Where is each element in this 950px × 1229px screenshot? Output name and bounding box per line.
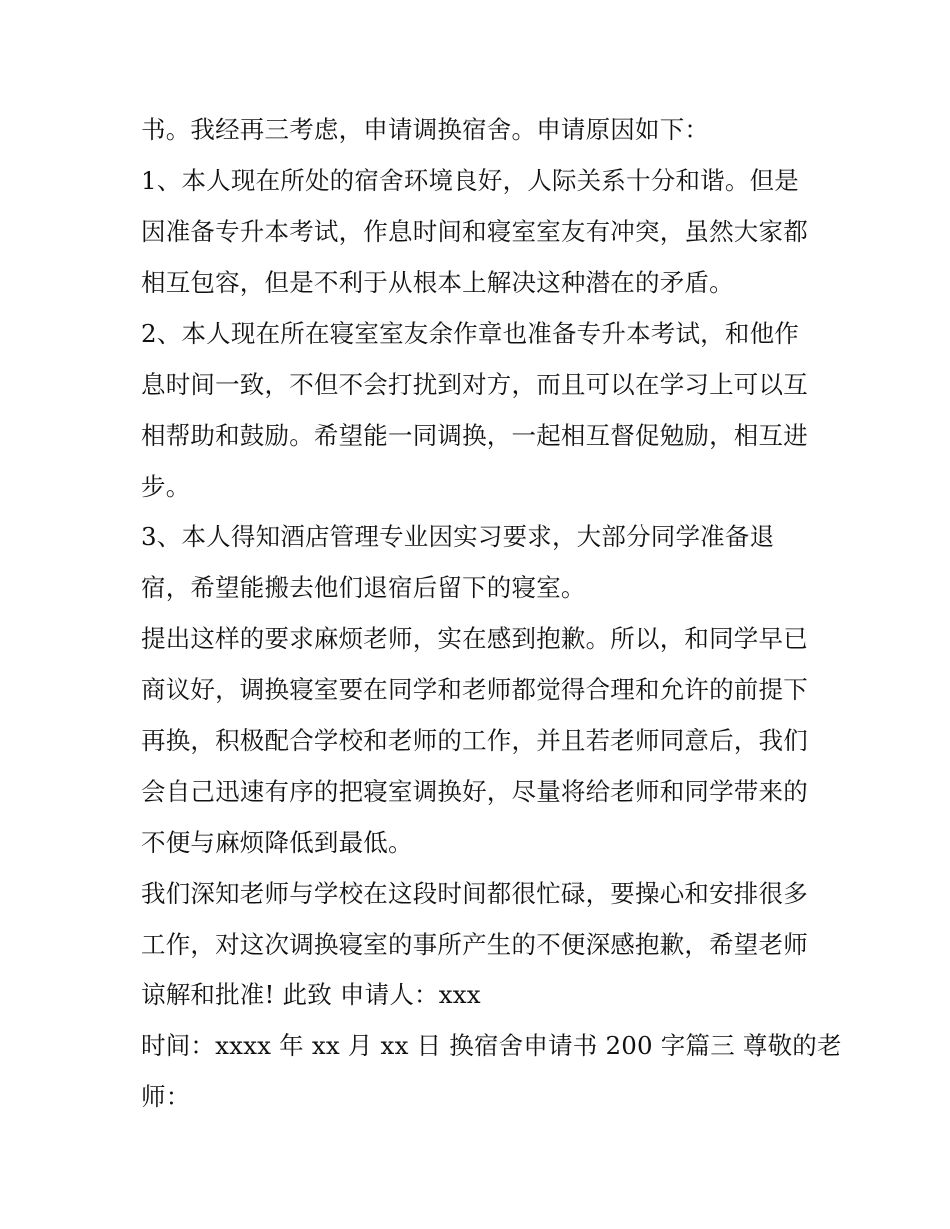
text-line: 工作，对这次调换寝室的事所产生的不便深感抱歉，希望老师 [141, 930, 808, 959]
text-line: 1、本人现在所处的宿舍环境良好，人际关系十分和谐。但是 [141, 166, 799, 195]
text-line: 3、本人得知酒店管理专业因实习要求，大部分同学准备退 [141, 522, 775, 551]
text-line: 不便与麻烦降低到最低。 [141, 828, 413, 857]
text-line: 会自己迅速有序的把寝室调换好，尽量将给老师和同学带来的 [141, 777, 808, 806]
text-line: 书。我经再三考虑，申请调换宿舍。申请原因如下： [141, 115, 710, 144]
text-line: 相帮助和鼓励。希望能一同调换，一起相互督促勉励，相互进 [141, 421, 808, 450]
text-line: 2、本人现在所在寝室室友余作章也准备专升本考试，和他作 [141, 319, 799, 348]
text-line: 我们深知老师与学校在这段时间都很忙碌，要操心和安排很多 [141, 879, 808, 908]
text-line: 步。 [141, 472, 191, 501]
text-line: 因准备专升本考试，作息时间和寝室室友有冲突，虽然大家都 [141, 217, 808, 246]
text-line: 时间：xxxx 年 xx 月 xx 日 换宿舍申请书 200 字篇三 尊敬的老 [141, 1031, 842, 1060]
text-line: 师： [141, 1082, 191, 1111]
text-line: 再换，积极配合学校和老师的工作，并且若老师同意后，我们 [141, 726, 808, 755]
text-line: 提出这样的要求麻烦老师，实在感到抱歉。所以，和同学早已 [141, 624, 808, 653]
text-line: 相互包容，但是不利于从根本上解决这种潜在的矛盾。 [141, 268, 734, 297]
text-line: 宿，希望能搬去他们退宿后留下的寝室。 [141, 573, 586, 602]
text-line: 谅解和批准! 此致 申请人：xxx [141, 980, 481, 1009]
text-line: 商议好，调换寝室要在同学和老师都觉得合理和允许的前提下 [141, 675, 808, 704]
text-line: 息时间一致，不但不会打扰到对方，而且可以在学习上可以互 [141, 370, 808, 399]
